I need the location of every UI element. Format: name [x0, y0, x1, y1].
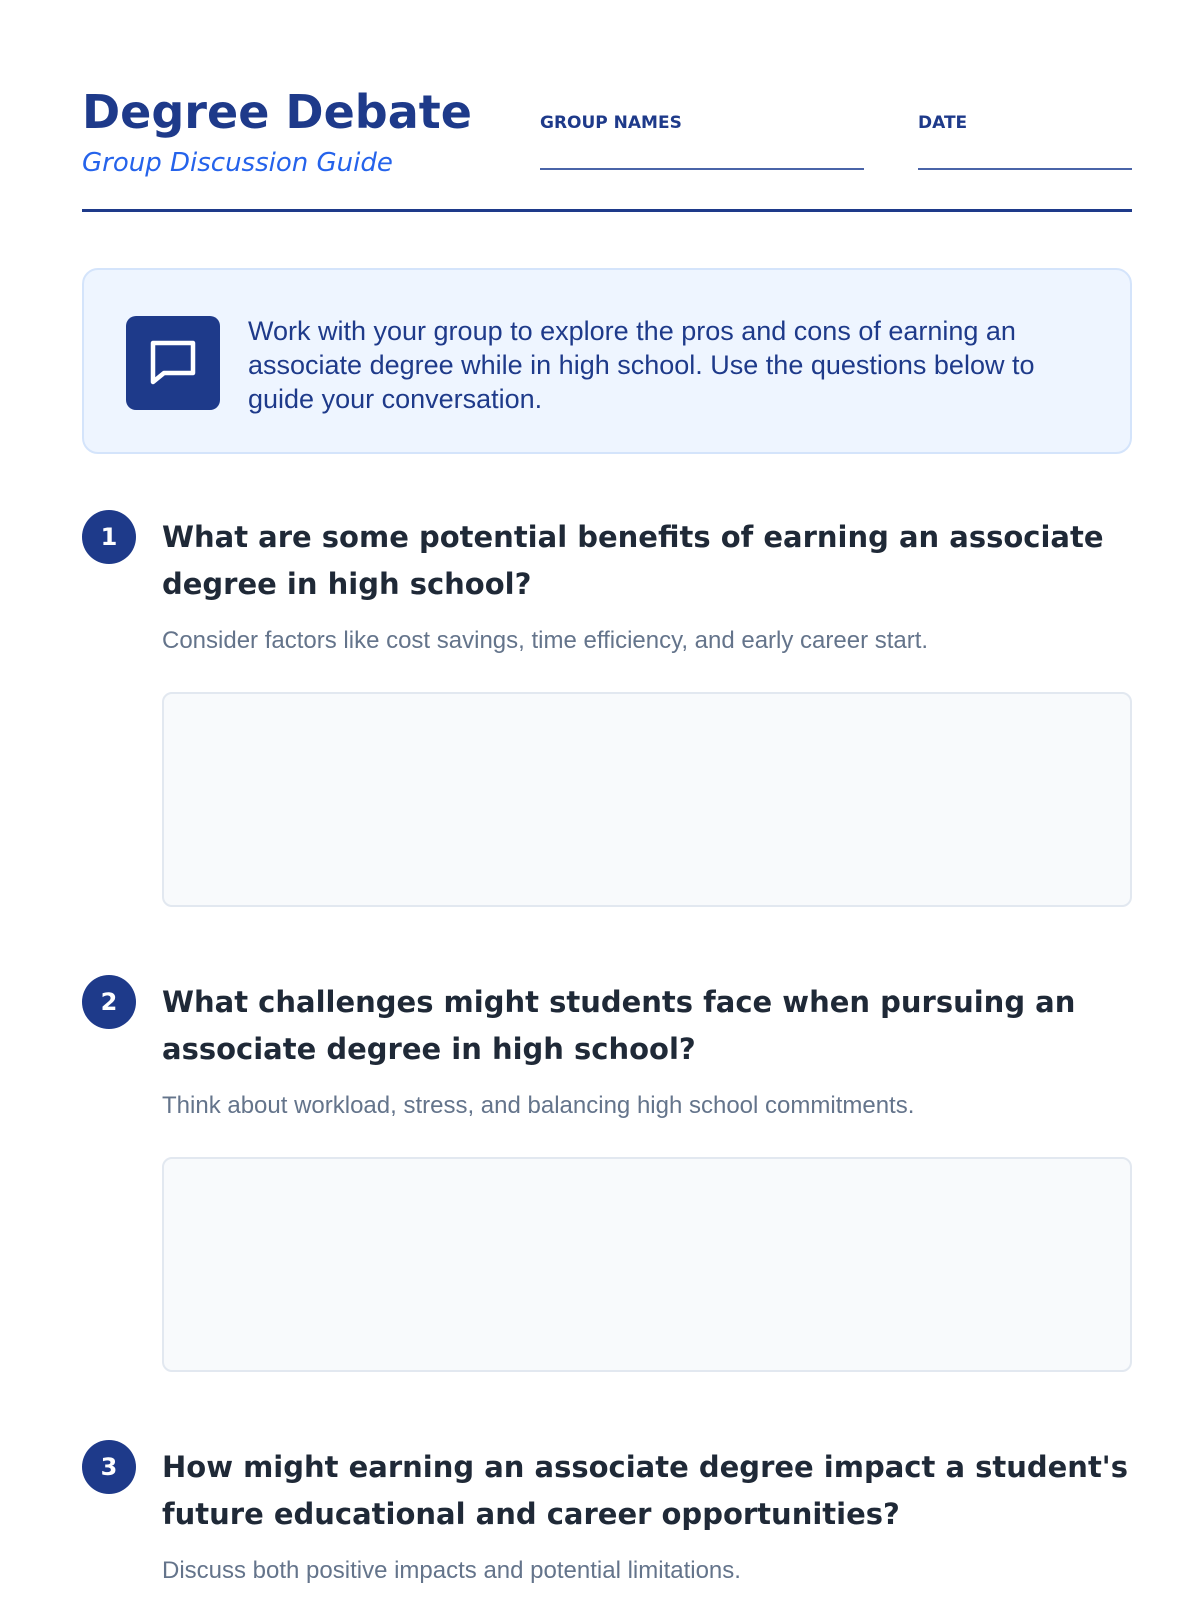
date-field[interactable]	[918, 112, 1132, 170]
date-label: DATE	[918, 113, 968, 133]
page-title: Degree Debate	[82, 85, 472, 139]
intro-text: Work with your group to explore the pros and cons of earning an associate degree while in high school. Use the questions below to guide your conversation.	[248, 316, 1035, 414]
worksheet-page	[82, 0, 1132, 1584]
intro-box	[82, 268, 1132, 454]
answer-box[interactable]	[162, 1157, 1132, 1372]
question-number-badge: 2	[82, 975, 136, 1029]
page-subtitle: Group Discussion Guide	[82, 148, 393, 178]
group-names-label: GROUP NAMES	[540, 113, 682, 133]
question-text: How might earning an associate degree impact a student's future educational and career opportunities?	[162, 1450, 1128, 1531]
question-number-badge: 1	[82, 510, 136, 564]
group-names-field[interactable]	[540, 112, 864, 170]
question-number-badge: 3	[82, 1440, 136, 1494]
question-text: What challenges might students face when pursuing an associate degree in high school?	[162, 985, 1076, 1066]
question-hint: Discuss both positive impacts and potential limitations.	[162, 1557, 741, 1584]
question-hint: Think about workload, stress, and balancing high school commitments.	[162, 1092, 915, 1119]
date-line[interactable]	[918, 168, 1132, 170]
group-names-line[interactable]	[540, 168, 864, 170]
answer-box[interactable]	[162, 692, 1132, 907]
question-text: What are some potential benefits of earning an associate degree in high school?	[162, 520, 1104, 601]
chat-bubble-icon	[126, 316, 220, 410]
question-hint: Consider factors like cost savings, time efficiency, and early career start.	[162, 627, 929, 654]
worksheet-header	[82, 0, 1132, 212]
